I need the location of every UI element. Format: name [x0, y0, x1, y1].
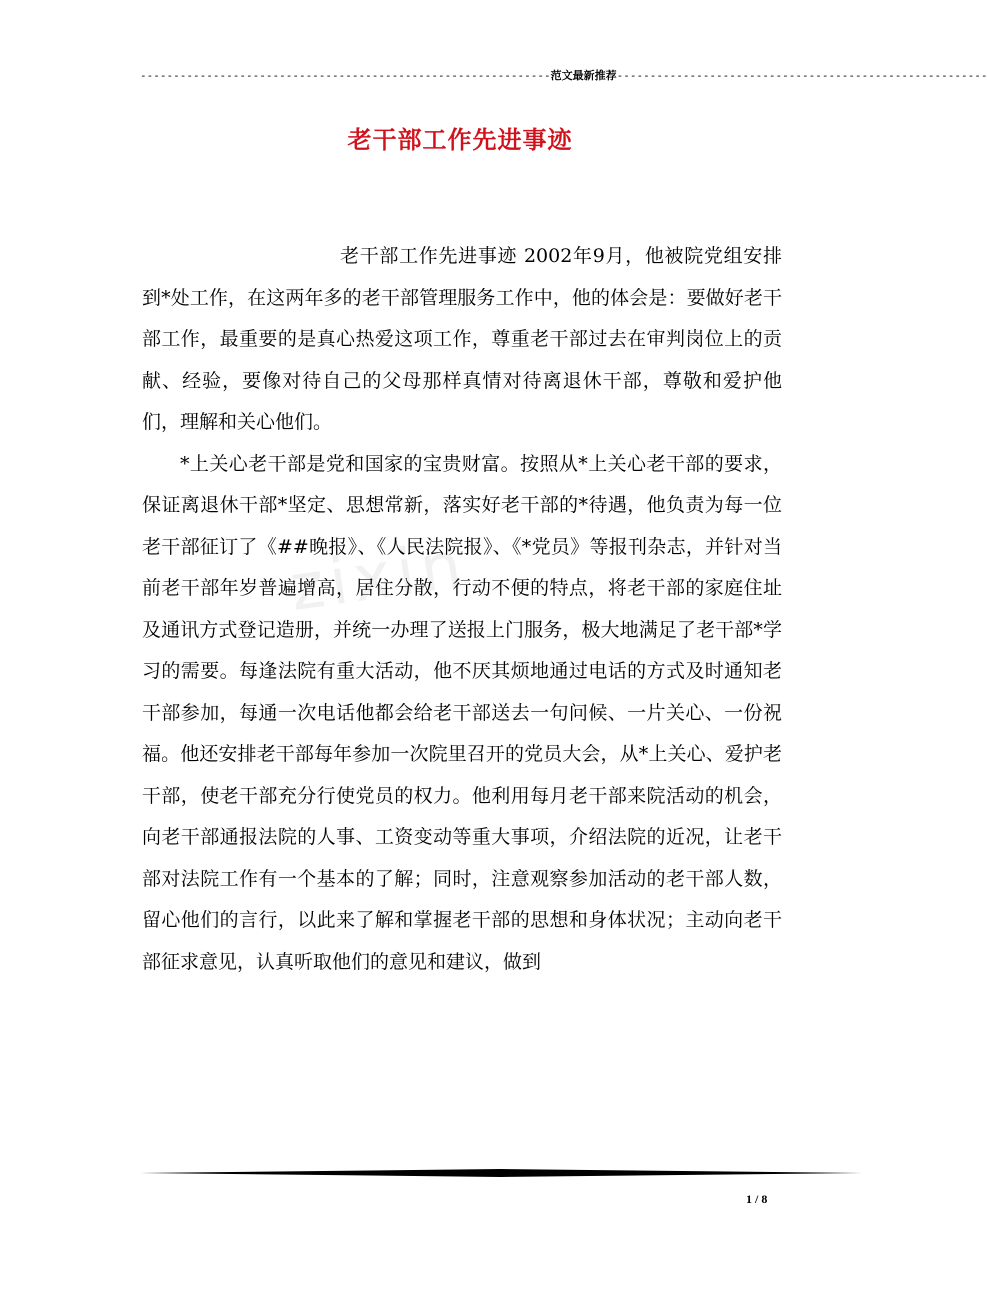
footer-rule	[140, 1168, 862, 1178]
header-dashes-right: --------------------------------------------------------	[616, 69, 987, 82]
paragraph: *上关心老干部是党和国家的宝贵财富。按照从*上关心老干部的要求，保证离退休干部*坚定、思想常新，落实好老干部的*待遇，他负责为每一位老干部征订了《##晚报》、《人民法院报》、《*党员》等报刊杂志，并针对当前老干部年岁普遍增高，居住分散，行动不便的特点，将老干部的家庭住址及通讯方式登记造册，并统一办理了送报上门服务，极大地满足了老干部*学习的需要。每逢法院有重大活动，他不厌其烦地通过电话的方式及时通知老干部参加，每通一次电话他都会给老干部送去一句问候、一片关心、一份祝福。他还安排老干部每年参加一次院里召开的党员大会，从*上关心、爱护老干部，使老干部充分行使党员的权力。他利用每月老干部来院活动的机会，向老干部通报法院的人事、工资变动等重大事项，介绍法院的近况，让老干部对法院工作有一个基本的了解；同时，注意观察参加活动的老干部人数，留心他们的言行，以此来了解和掌握老干部的思想和身体状况；主动向老干部征求意见，认真听取他们的意见和建议，做到	[142, 452, 782, 973]
watermark: zixin	[285, 528, 472, 626]
page-number: 1 / 8	[746, 1192, 768, 1206]
header-label: 范文最新推荐	[550, 69, 617, 82]
header-dashes-left: --------------------------------------------------------------	[140, 69, 551, 82]
page-header	[140, 68, 987, 84]
document-title: 老干部工作先进事迹	[347, 126, 573, 154]
document-body	[142, 236, 782, 983]
paragraph: 老干部工作先进事迹 2002年9月，他被院党组安排到*处工作，在这两年多的老干部管理服务工作中，他的体会是：要做好老干部工作，最重要的是真心热爱这项工作，尊重老干部过去在审判岗位上的贡献、经验，要像对待自己的父母那样真情对待离退休干部，尊敬和爱护他们，理解和关心他们。	[142, 245, 782, 433]
